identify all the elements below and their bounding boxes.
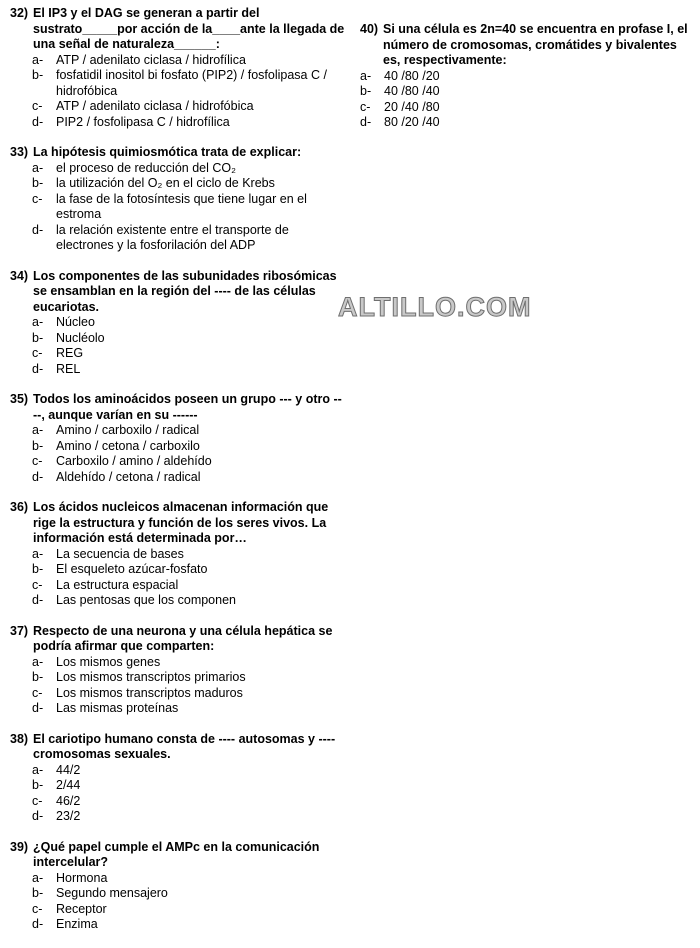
option-text: PIP2 / fosfolipasa C / hidrofílica [56, 114, 230, 129]
option-text: ATP / adenilato ciclasa / hidrofílica [56, 52, 246, 67]
option-text: 40 /80 /20 [384, 68, 440, 83]
answer-option [10, 439, 345, 455]
option-list [10, 161, 345, 254]
option-text: Los mismos genes [56, 654, 161, 669]
question-title [10, 500, 345, 547]
option-list [10, 763, 345, 825]
option-text: 40 /80 /40 [384, 84, 440, 98]
answer-option [360, 69, 695, 85]
question-text: Respecto de una neurona y una célula hepática se podría afirmar que comparten: [33, 623, 333, 653]
answer-option [10, 701, 345, 717]
option-letter: c- [32, 685, 43, 700]
option-letter: d- [32, 222, 44, 237]
watermark: ALTILLO.COM [338, 292, 532, 322]
option-text: ATP / adenilato ciclasa / hidrofóbica [56, 99, 254, 113]
answer-option [10, 346, 345, 362]
option-letter: b- [32, 438, 44, 453]
option-letter: b- [360, 84, 372, 98]
answer-option [10, 223, 345, 254]
answer-option [10, 115, 345, 131]
question-number: 37) [10, 623, 29, 638]
answer-option [10, 454, 345, 470]
question-block [10, 6, 345, 130]
option-letter: b- [32, 68, 44, 82]
answer-option [10, 315, 345, 331]
question-text: Si una célula es 2n=40 se encuentra en profase I, el número de cromosomas, cromátides y bivalentes es, respectivamente: [383, 22, 688, 67]
question-title [10, 145, 345, 161]
question-number: 38) [10, 731, 29, 746]
answer-option [10, 331, 345, 347]
answer-option [10, 917, 345, 933]
answer-option [10, 362, 345, 378]
answer-option [10, 578, 345, 594]
question-text: ¿Qué papel cumple el AMPc en la comunicación intercelular? [33, 839, 320, 869]
option-letter: d- [32, 114, 44, 129]
option-text: Segundo mensajero [56, 886, 168, 900]
answer-option [10, 686, 345, 702]
option-letter: c- [32, 577, 43, 592]
answer-option [360, 84, 695, 100]
option-text: el proceso de reducción del CO₂ [56, 160, 236, 175]
option-letter: c- [32, 99, 43, 113]
option-letter: a- [32, 870, 44, 885]
answer-option [10, 99, 345, 115]
option-text: Nucléolo [56, 330, 105, 345]
question-title [10, 732, 345, 763]
question-number: 40) [360, 22, 379, 36]
answer-option [10, 778, 345, 794]
option-text: Las pentosas que los componen [56, 593, 236, 607]
option-letter: d- [360, 115, 372, 129]
question-block [10, 500, 345, 609]
option-letter: b- [32, 778, 44, 792]
answer-option [10, 192, 345, 223]
option-letter: a- [32, 315, 44, 329]
option-list [10, 547, 345, 609]
question-title [10, 6, 345, 53]
question-number: 33) [10, 145, 29, 159]
left-question-column [10, 6, 345, 948]
question-text: Los componentes de las subunidades ribosómicas se ensamblan en la región del ---- de las células eucariotas. [33, 268, 337, 314]
option-letter: d- [32, 701, 44, 715]
answer-option [10, 809, 345, 825]
option-letter: c- [32, 793, 43, 808]
question-number: 39) [10, 839, 29, 854]
question-title [10, 840, 345, 871]
option-text: 20 /40 /80 [384, 99, 440, 114]
answer-option [10, 902, 345, 918]
answer-option [10, 562, 345, 578]
option-letter: d- [32, 361, 44, 376]
question-block [10, 840, 345, 933]
answer-option [10, 423, 345, 439]
answer-option [10, 886, 345, 902]
option-text: Receptor [56, 901, 107, 916]
question-block [10, 269, 345, 378]
option-letter: d- [32, 917, 44, 931]
option-text: la relación existente entre el transporte de electrones y la fosforilación del ADP [56, 222, 289, 252]
option-text: 23/2 [56, 809, 81, 823]
option-text: Núcleo [56, 315, 95, 329]
option-letter: b- [32, 176, 44, 190]
question-text: Los ácidos nucleicos almacenan información que rige la estructura y función de los seres vivos. La información está determinada por… [33, 500, 329, 545]
question-title [360, 22, 695, 69]
question-block [10, 732, 345, 825]
option-letter: d- [32, 593, 44, 607]
option-letter: a- [32, 762, 44, 777]
option-list [10, 655, 345, 717]
answer-option [360, 100, 695, 116]
question-block [10, 624, 345, 717]
option-list [10, 315, 345, 377]
option-list [10, 53, 345, 131]
option-letter: a- [32, 52, 44, 67]
option-text: Amino / cetona / carboxilo [56, 438, 200, 453]
option-text: Aldehído / cetona / radical [56, 469, 201, 484]
option-text: 2/44 [56, 778, 81, 792]
option-text: Carboxilo / amino / aldehído [56, 454, 212, 468]
right-question-column [360, 22, 695, 146]
option-list [360, 69, 695, 131]
option-letter: b- [32, 330, 44, 345]
question-block [10, 392, 345, 485]
question-number: 36) [10, 500, 29, 514]
question-title [10, 624, 345, 655]
question-title [10, 392, 345, 423]
answer-option [10, 53, 345, 69]
option-text: la utilización del O₂ en el ciclo de Krebs [56, 176, 275, 190]
answer-option [10, 68, 345, 99]
answer-option [10, 670, 345, 686]
question-block [360, 22, 695, 131]
option-letter: c- [32, 346, 43, 360]
question-number: 34) [10, 268, 29, 283]
option-text: la fase de la fotosíntesis que tiene lugar en el estroma [56, 191, 307, 221]
option-text: REL [56, 361, 81, 376]
question-text: Todos los aminoácidos poseen un grupo --- y otro ----, aunque varían en su ------ [33, 392, 342, 422]
option-letter: b- [32, 562, 44, 576]
option-letter: b- [32, 886, 44, 900]
question-title [10, 269, 345, 316]
option-letter: d- [32, 469, 44, 484]
question-text: La hipótesis quimiosmótica trata de explicar: [33, 145, 302, 159]
question-text: El IP3 y el DAG se generan a partir del sustrato_____por acción de la____ante la llegada de una señal de naturaleza______: [33, 6, 345, 51]
option-letter: c- [32, 191, 43, 206]
option-text: 44/2 [56, 762, 81, 777]
option-text: Amino / carboxilo / radical [56, 423, 200, 437]
option-list [10, 871, 345, 933]
answer-option [360, 115, 695, 131]
option-text: REG [56, 346, 84, 360]
answer-option [10, 871, 345, 887]
option-text: Enzima [56, 917, 98, 931]
option-letter: a- [360, 68, 372, 83]
question-number: 35) [10, 392, 29, 406]
option-text: La estructura espacial [56, 577, 179, 592]
question-number: 32) [10, 6, 29, 20]
answer-option [10, 794, 345, 810]
answer-option [10, 655, 345, 671]
answer-option [10, 547, 345, 563]
option-letter: a- [32, 654, 44, 669]
answer-option [10, 593, 345, 609]
option-text: 80 /20 /40 [384, 115, 440, 129]
option-letter: a- [32, 546, 44, 561]
option-text: El esqueleto azúcar-fosfato [56, 562, 208, 576]
option-letter: c- [32, 901, 43, 916]
option-letter: d- [32, 809, 44, 823]
option-letter: a- [32, 423, 44, 437]
answer-option [10, 161, 345, 177]
option-letter: a- [32, 160, 44, 175]
option-letter: c- [360, 99, 371, 114]
answer-option [10, 763, 345, 779]
option-text: 46/2 [56, 793, 81, 808]
option-text: Las mismas proteínas [56, 701, 179, 715]
option-text: fosfatidil inositol bi fosfato (PIP2) / fosfolipasa C / hidrofóbica [56, 68, 327, 98]
option-text: Los mismos transcriptos maduros [56, 685, 243, 700]
question-block [10, 145, 345, 254]
option-letter: c- [32, 454, 43, 468]
option-text: La secuencia de bases [56, 546, 184, 561]
option-text: Los mismos transcriptos primarios [56, 670, 246, 684]
option-list [10, 423, 345, 485]
question-text: El cariotipo humano consta de ---- autosomas y ----cromosomas sexuales. [33, 731, 336, 761]
answer-option [10, 470, 345, 486]
option-letter: b- [32, 670, 44, 684]
answer-option [10, 176, 345, 192]
option-text: Hormona [56, 870, 108, 885]
